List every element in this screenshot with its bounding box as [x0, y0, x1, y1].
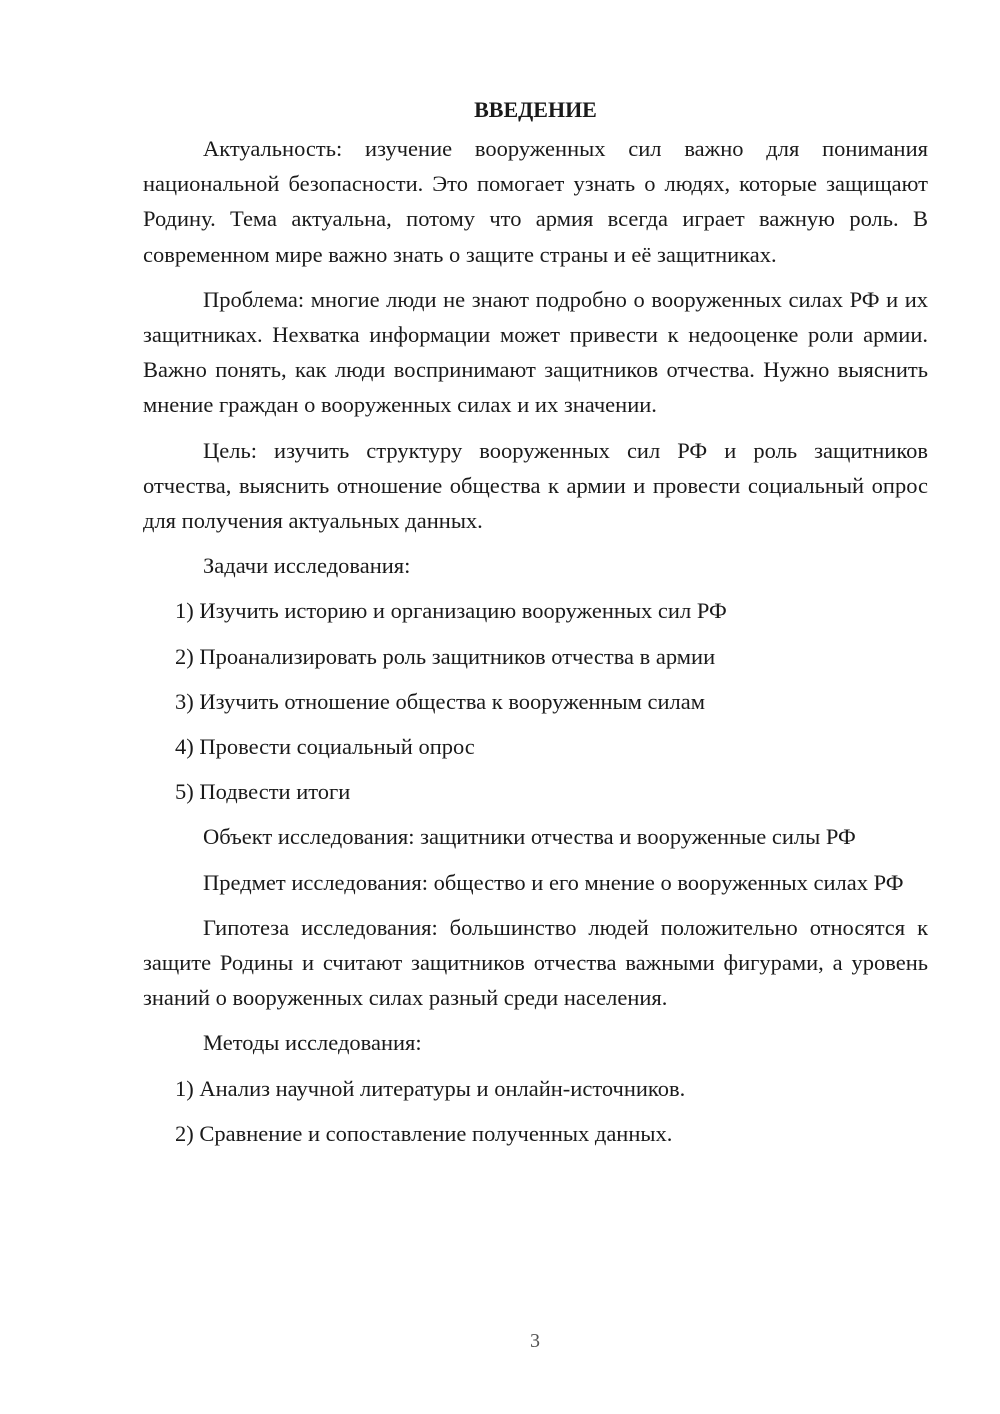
- page-number: 3: [530, 1330, 540, 1352]
- document-page: [143, 92, 928, 1161]
- problem-paragraph: Проблема: многие люди не знают подробно о вооруженных силах РФ и их защитниках. Нехватка информации может привести к недооценке роли армии. Важно понять, как люди воспринимают защитников отчества. Нужно выяснить мнение граждан о вооруженных силах и их значении.: [143, 286, 928, 418]
- hypothesis-paragraph: Гипотеза исследования: большинство людей положительно относятся к защите Родины и считают защитников отчества важными фигурами, а уровень знаний о вооруженных силах разный среди населения.: [143, 914, 928, 1011]
- task-item: 3) Изучить отношение общества к вооруженным силам: [175, 688, 705, 714]
- section-title: ВВЕДЕНИЕ: [474, 97, 597, 122]
- task-item: 1) Изучить историю и организацию вооруженных сил РФ: [175, 598, 727, 624]
- relevance-paragraph: Актуальность: изучение вооруженных сил важно для понимания национальной безопасности. Это помогает узнать о людях, которые защищают Родину. Тема актуальна, потому что армия всегда играет важную роль. В современном мире важно знать о защите страны и её защитниках.: [143, 136, 928, 267]
- goal-paragraph: Цель: изучить структуру вооруженных сил РФ и роль защитников отчества, выяснить отношение общества к армии и провести социальный опрос для получения актуальных данных.: [143, 437, 928, 534]
- tasks-list: [143, 593, 928, 809]
- task-item: 4) Провести социальный опрос: [175, 734, 475, 760]
- method-item: 2) Сравнение и сопоставление полученных данных.: [175, 1120, 673, 1146]
- methods-list: [143, 1071, 928, 1151]
- object-paragraph: Объект исследования: защитники отчества и вооруженные силы РФ: [203, 824, 856, 850]
- task-item: 5) Подвести итоги: [175, 779, 351, 805]
- method-item: 1) Анализ научной литературы и онлайн-источников.: [175, 1075, 686, 1101]
- tasks-heading: Задачи исследования:: [203, 553, 411, 579]
- methods-heading: Методы исследования:: [203, 1030, 422, 1056]
- task-item: 2) Проанализировать роль защитников отчества в армии: [175, 643, 716, 669]
- subject-paragraph: Предмет исследования: общество и его мнение о вооруженных силах РФ: [203, 869, 904, 895]
